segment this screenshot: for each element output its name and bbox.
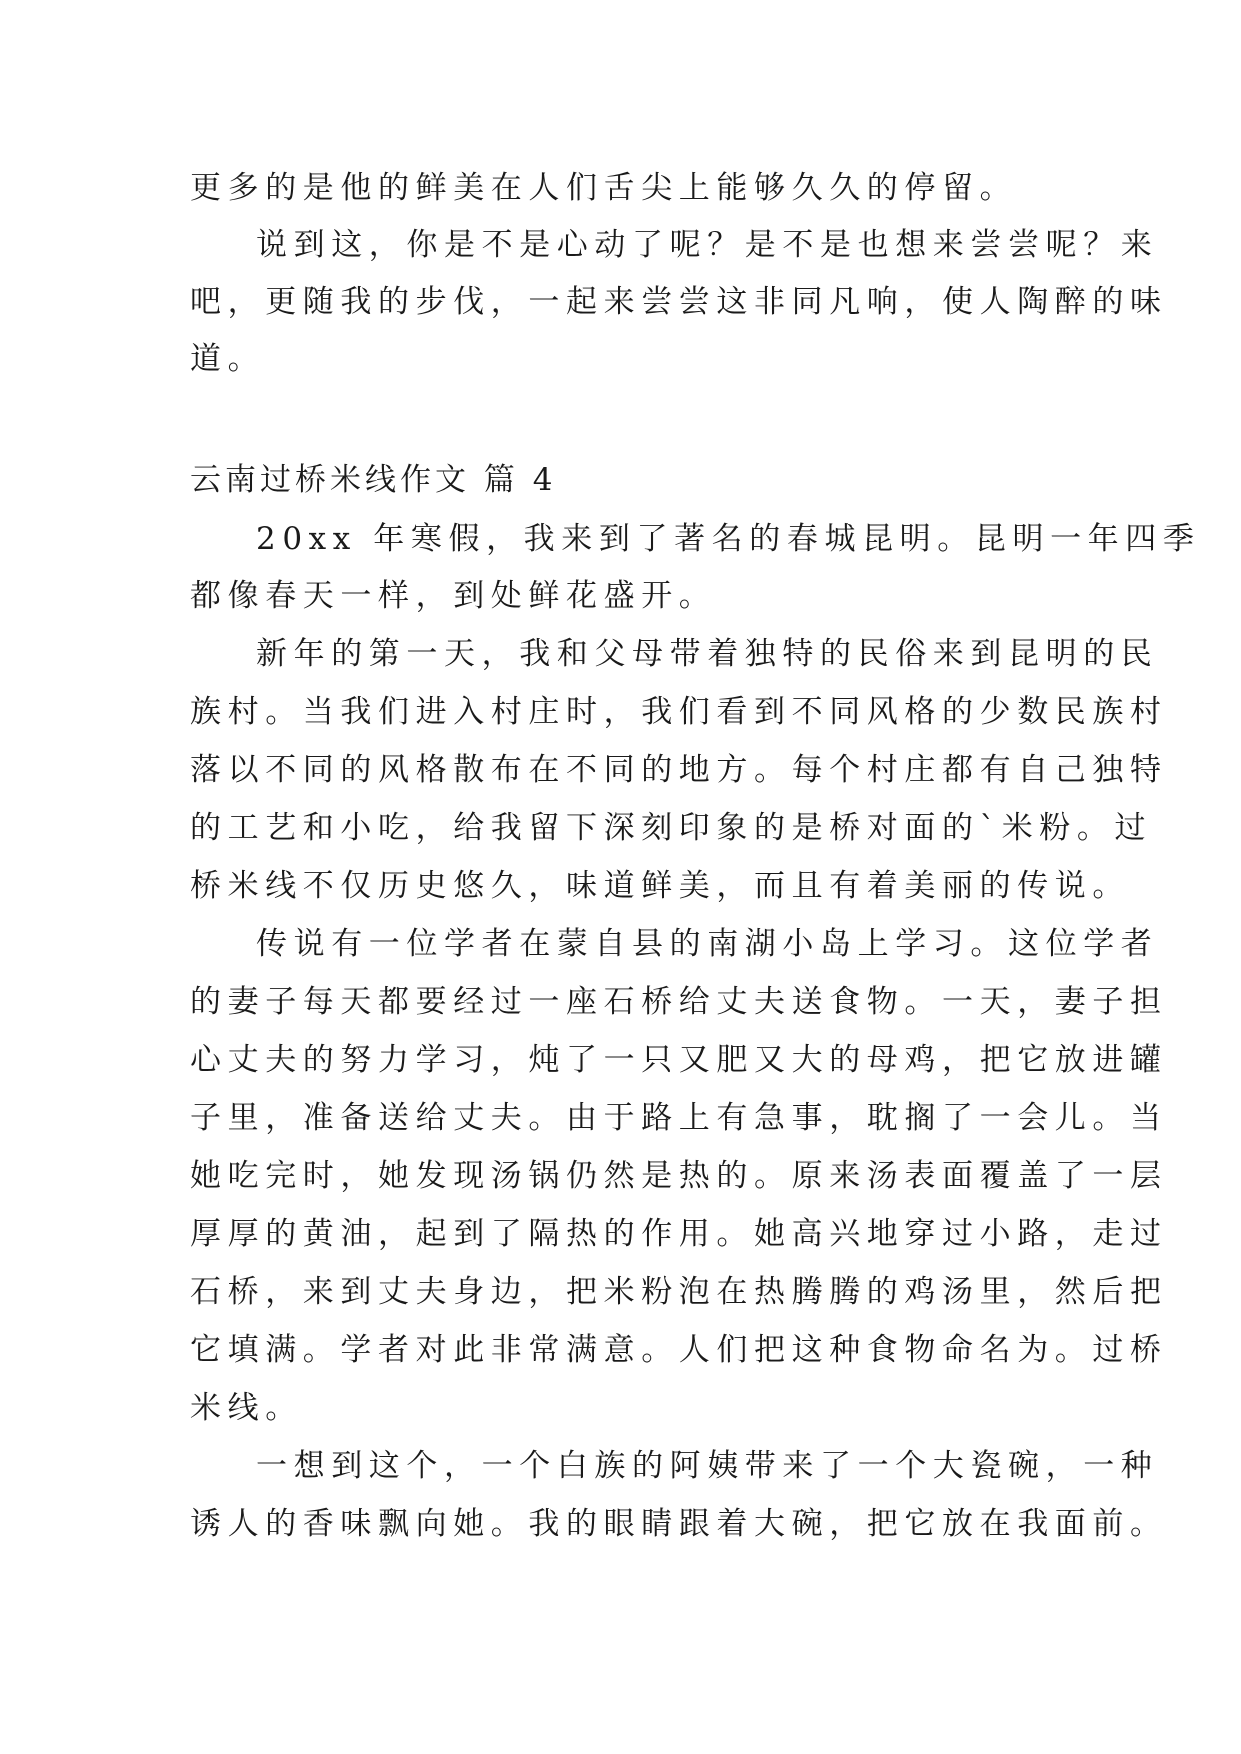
- text-line: 米线。: [190, 1390, 303, 1426]
- text-line: 道。: [190, 341, 266, 377]
- text-line: 它填满。学者对此非常满意。人们把这种食物命名为。过桥: [190, 1332, 1168, 1368]
- text-line: 诱人的香味飘向她。我的眼睛跟着大碗，把它放在我面前。: [190, 1506, 1168, 1542]
- text-line: 子里，准备送给丈夫。由于路上有急事，耽搁了一会儿。当: [190, 1100, 1168, 1136]
- text-line: 吧，更随我的步伐，一起来尝尝这非同凡响，使人陶醉的味: [190, 284, 1168, 320]
- text-line: 的工艺和小吃，给我留下深刻印象的是桥对面的`米粉。过: [190, 810, 1153, 846]
- text-line: 心丈夫的努力学习，炖了一只又肥又大的母鸡，把它放进罐: [190, 1042, 1168, 1078]
- paragraph-start-line: 说到这，你是不是心动了呢？是不是也想来尝尝呢？来: [256, 227, 1159, 263]
- text-line: 她吃完时，她发现汤锅仍然是热的。原来汤表面覆盖了一层: [190, 1158, 1168, 1194]
- text-line: 桥米线不仅历史悠久，味道鲜美，而且有着美丽的传说。: [190, 868, 1130, 904]
- paragraph-start-line: 传说有一位学者在蒙自县的南湖小岛上学习。这位学者: [256, 926, 1159, 962]
- text-line: 族村。当我们进入村庄时，我们看到不同风格的少数民族村: [190, 694, 1168, 730]
- text-line: 厚厚的黄油，起到了隔热的作用。她高兴地穿过小路，走过: [190, 1216, 1168, 1252]
- paragraph-start-line: 一想到这个，一个白族的阿姨带来了一个大瓷碗，一种: [256, 1448, 1159, 1484]
- text-line: 落以不同的风格散布在不同的地方。每个村庄都有自己独特: [190, 752, 1168, 788]
- section-heading: 云南过桥米线作文 篇 4: [190, 462, 557, 498]
- text-line: 更多的是他的鲜美在人们舌尖上能够久久的停留。: [190, 170, 1018, 206]
- text-line: 都像春天一样，到处鲜花盛开。: [190, 578, 717, 614]
- paragraph-start-line: 20xx 年寒假，我来到了著名的春城昆明。昆明一年四季: [256, 521, 1201, 557]
- paragraph-start-line: 新年的第一天，我和父母带着独特的民俗来到昆明的民: [256, 636, 1159, 672]
- text-line: 的妻子每天都要经过一座石桥给丈夫送食物。一天，妻子担: [190, 984, 1168, 1020]
- text-line: 石桥，来到丈夫身边，把米粉泡在热腾腾的鸡汤里，然后把: [190, 1274, 1168, 1310]
